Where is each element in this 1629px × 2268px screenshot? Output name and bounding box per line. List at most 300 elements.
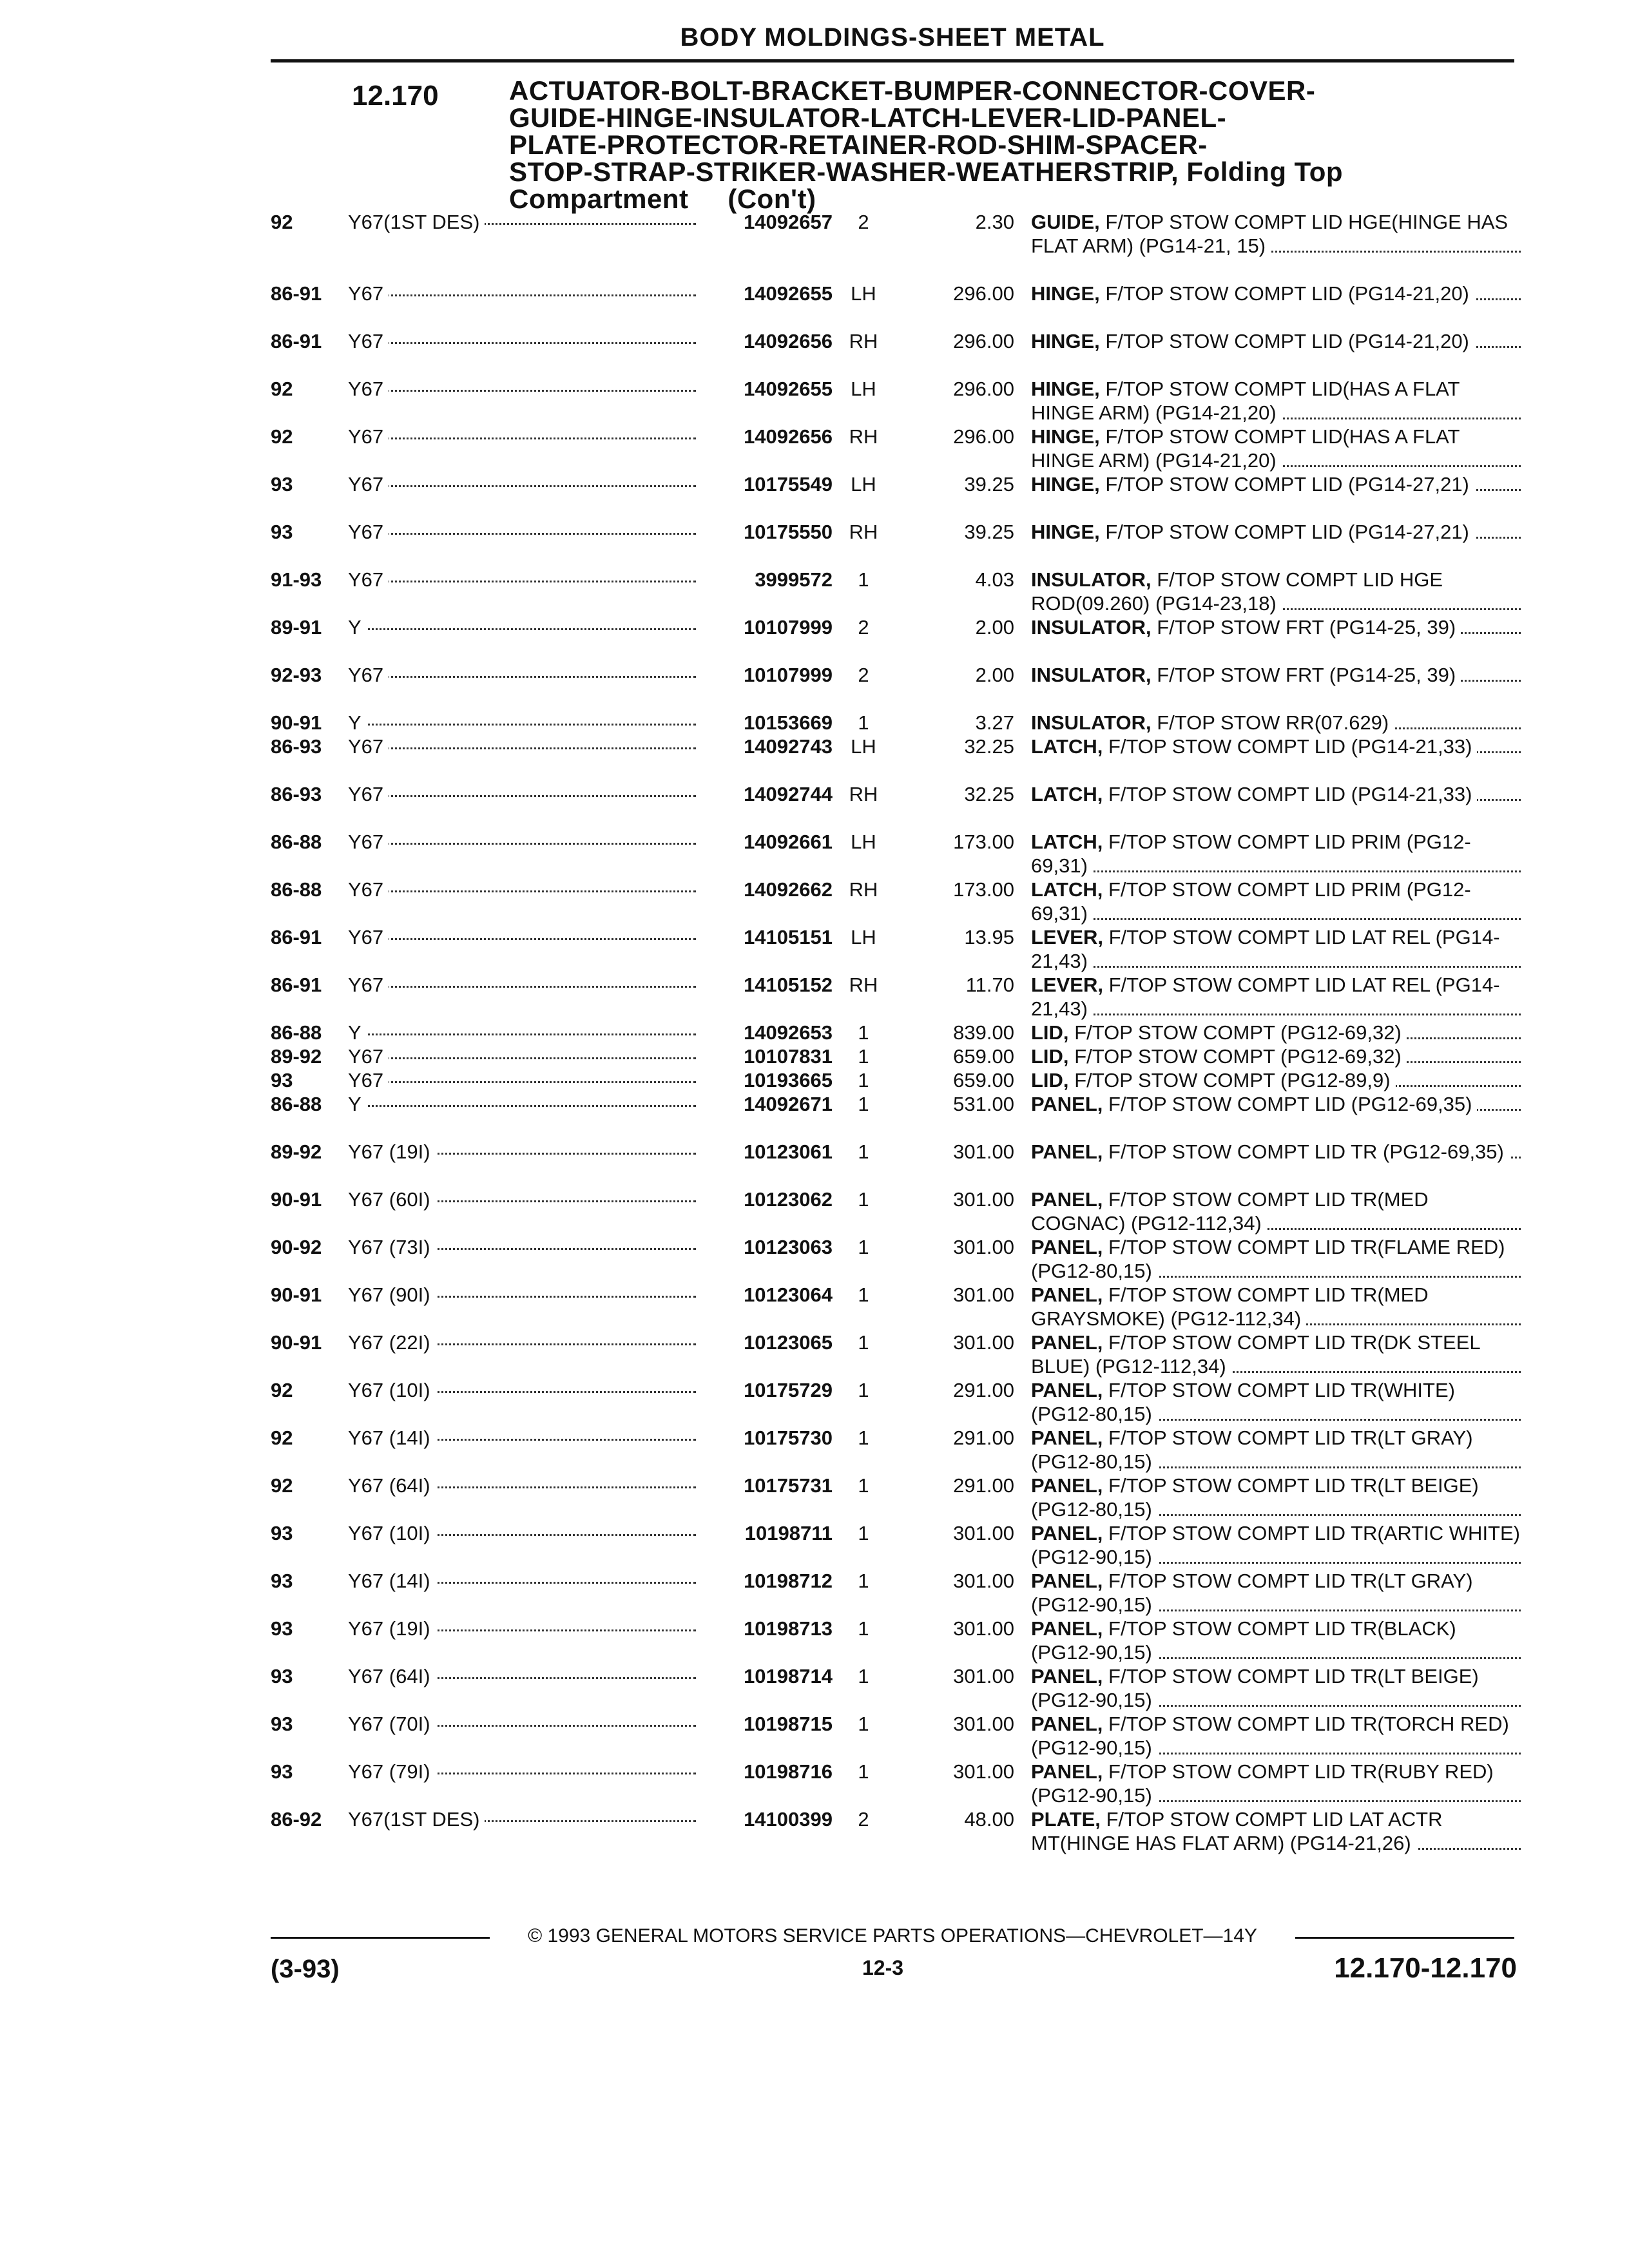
part-name: PANEL, [1031, 1570, 1103, 1592]
part-name: PANEL, [1031, 1140, 1103, 1163]
usage-code-cell [348, 1569, 696, 1593]
list-price: 32.25 [964, 735, 1014, 758]
table-row [271, 925, 1521, 973]
table-row [271, 1140, 1521, 1187]
part-name: HINGE, [1031, 473, 1100, 495]
section-title-line: ACTUATOR-BOLT-BRACKET-BUMPER-CONNECTOR-COVER- [509, 75, 1316, 106]
part-detail: F/TOP STOW COMPT LID PRIM (PG12-69,31) [1031, 831, 1471, 877]
list-price: 2.00 [975, 616, 1014, 639]
part-name: GUIDE, [1031, 211, 1100, 233]
usage-code: Y67 [348, 974, 389, 996]
part-number: 10123063 [744, 1236, 833, 1258]
description-block [1031, 1569, 1521, 1617]
description-cell [1031, 1807, 1521, 1855]
list-price: 4.03 [975, 568, 1014, 591]
usage-code-cell [348, 1331, 696, 1354]
part-detail: F/TOP STOW COMPT (PG12-89,9) [1074, 1069, 1391, 1091]
part-description [1031, 1140, 1509, 1163]
usage-code: Y67 (10I) [348, 1522, 436, 1544]
model-years: 93 [271, 1069, 293, 1091]
table-row [271, 1187, 1521, 1235]
part-name: PANEL, [1031, 1474, 1103, 1497]
usage-code-cell [348, 663, 696, 687]
part-name: HINGE, [1031, 330, 1100, 352]
dot-leader [348, 1105, 696, 1107]
description-block [1031, 472, 1521, 496]
part-description [1031, 1045, 1407, 1068]
table-row [271, 520, 1521, 568]
part-description [1031, 783, 1477, 805]
part-detail: F/TOP STOW COMPT LID (PG14-21,20) [1105, 330, 1469, 352]
table-row [271, 1331, 1521, 1378]
description-cell [1031, 830, 1521, 878]
part-description [1031, 735, 1477, 758]
footer-section-range: 12.170-12.170 [1334, 1952, 1517, 1984]
list-price: 301.00 [953, 1760, 1014, 1783]
quantity: RH [849, 330, 878, 352]
model-years: 93 [271, 1713, 293, 1735]
quantity: 1 [858, 1188, 869, 1211]
table-row [271, 663, 1521, 711]
part-detail: F/TOP STOW COMPT LID LAT REL (PG14-21,43) [1031, 926, 1500, 972]
dot-leader [348, 628, 696, 630]
model-years: 89-92 [271, 1140, 322, 1163]
description-block [1031, 1044, 1521, 1068]
table-row [271, 782, 1521, 830]
dot-leader [348, 843, 696, 845]
part-number: 3999572 [755, 568, 833, 591]
usage-code-cell [348, 1021, 696, 1044]
part-name: PANEL, [1031, 1093, 1103, 1115]
header-divider [271, 59, 1514, 62]
usage-code: Y67(1ST DES) [348, 1808, 485, 1831]
model-years: 86-93 [271, 735, 322, 758]
model-years: 86-91 [271, 330, 322, 352]
part-name: LATCH, [1031, 735, 1103, 758]
description-cell [1031, 878, 1521, 925]
model-years: 90-91 [271, 1188, 322, 1211]
model-years: 86-88 [271, 1093, 322, 1115]
model-years: 86-91 [271, 282, 322, 305]
quantity: LH [851, 831, 876, 853]
usage-code: Y67 [348, 664, 389, 686]
usage-code: Y67 (70I) [348, 1713, 436, 1735]
dot-leader [348, 986, 696, 988]
table-row [271, 1021, 1521, 1044]
part-detail: F/TOP STOW COMPT LID(HAS A FLAT HINGE ARM) (PG14-21,20) [1031, 425, 1460, 472]
description-block [1031, 1235, 1521, 1283]
list-price: 301.00 [953, 1665, 1014, 1687]
description-block [1031, 1712, 1521, 1760]
list-price: 296.00 [953, 330, 1014, 352]
model-years: 93 [271, 521, 293, 543]
part-number: 14092653 [744, 1021, 833, 1044]
table-row [271, 210, 1521, 282]
usage-code: Y67 [348, 1069, 389, 1091]
part-number: 14092744 [744, 783, 833, 805]
description-block [1031, 1474, 1521, 1521]
usage-code-cell [348, 1760, 696, 1783]
section-title-line: GUIDE-HINGE-INSULATOR-LATCH-LEVER-LID-PANEL- [509, 102, 1227, 133]
model-years: 86-92 [271, 1808, 322, 1831]
list-price: 301.00 [953, 1331, 1014, 1354]
description-cell [1031, 1283, 1521, 1331]
list-price: 3.27 [975, 711, 1014, 734]
dot-leader [348, 581, 696, 582]
part-number: 14092655 [744, 282, 833, 305]
usage-code-cell [348, 1807, 696, 1831]
part-detail: F/TOP STOW COMPT LID TR(LT GRAY) (PG12-90,15) [1031, 1570, 1473, 1616]
part-detail: F/TOP STOW COMPT LID (PG14-21,33) [1108, 783, 1472, 805]
table-row [271, 1760, 1521, 1807]
part-number: 10193665 [744, 1069, 833, 1091]
description-cell [1031, 472, 1521, 496]
part-detail: F/TOP STOW COMPT LID TR(TORCH RED) (PG12-90,15) [1031, 1713, 1509, 1759]
description-cell [1031, 1068, 1521, 1092]
model-years: 86-88 [271, 831, 322, 853]
part-detail: F/TOP STOW COMPT LID TR(FLAME RED) (PG12-80,15) [1031, 1236, 1505, 1282]
description-block [1031, 1021, 1521, 1044]
usage-code-cell [348, 1187, 696, 1211]
description-block [1031, 425, 1521, 472]
list-price: 291.00 [953, 1379, 1014, 1401]
usage-code-cell [348, 1378, 696, 1402]
part-name: PLATE, [1031, 1808, 1101, 1831]
model-years: 86-88 [271, 1021, 322, 1044]
usage-code-cell [348, 878, 696, 901]
dot-leader [1031, 1014, 1521, 1015]
dot-leader [348, 1081, 696, 1083]
list-price: 301.00 [953, 1140, 1014, 1163]
model-years: 93 [271, 1617, 293, 1640]
model-years: 90-91 [271, 1283, 322, 1306]
description-cell [1031, 663, 1521, 687]
footer-revision-date: (3-93) [271, 1955, 340, 1983]
list-price: 291.00 [953, 1427, 1014, 1449]
part-number: 10198713 [744, 1617, 833, 1640]
table-row [271, 973, 1521, 1021]
dot-leader [348, 890, 696, 892]
dot-leader [348, 342, 696, 344]
usage-code-cell [348, 568, 696, 591]
table-row [271, 568, 1521, 615]
part-number: 10123061 [744, 1140, 833, 1163]
part-detail: F/TOP STOW COMPT LID (PG14-21,20) [1105, 282, 1469, 305]
model-years: 86-93 [271, 783, 322, 805]
part-name: HINGE, [1031, 378, 1100, 400]
table-row [271, 1283, 1521, 1331]
usage-code-cell [348, 1283, 696, 1307]
part-name: LEVER, [1031, 974, 1103, 996]
description-block [1031, 210, 1521, 258]
table-row [271, 1068, 1521, 1092]
section-number: 12.170 [352, 80, 439, 111]
list-price: 296.00 [953, 425, 1014, 448]
description-cell [1031, 1092, 1521, 1116]
quantity: RH [849, 974, 878, 996]
part-name: INSULATOR, [1031, 616, 1152, 639]
description-cell [1031, 711, 1521, 735]
part-name: LID, [1031, 1021, 1069, 1044]
list-price: 659.00 [953, 1069, 1014, 1091]
usage-code: Y67 [348, 282, 389, 305]
part-description [1031, 473, 1474, 495]
description-block [1031, 1426, 1521, 1474]
table-row [271, 1807, 1521, 1879]
list-price: 11.70 [965, 974, 1014, 996]
part-detail: F/TOP STOW COMPT LID (PG14-21,33) [1108, 735, 1472, 758]
usage-code: Y [348, 616, 367, 639]
quantity: LH [851, 926, 876, 948]
quantity: 1 [858, 1283, 869, 1306]
model-years: 86-91 [271, 974, 322, 996]
part-number: 10175730 [744, 1427, 833, 1449]
table-row [271, 1617, 1521, 1664]
usage-code: Y67 [348, 783, 389, 805]
model-years: 89-92 [271, 1045, 322, 1068]
description-cell [1031, 615, 1521, 639]
usage-code-cell [348, 1044, 696, 1068]
part-name: INSULATOR, [1031, 711, 1152, 734]
description-block [1031, 1521, 1521, 1569]
usage-code: Y67 [348, 568, 389, 591]
description-block [1031, 329, 1521, 353]
part-detail: F/TOP STOW COMPT LID HGE(HINGE HAS FLAT ARM) (PG14-21, 15) [1031, 211, 1509, 257]
description-block [1031, 282, 1521, 305]
table-row [271, 1569, 1521, 1617]
usage-code-cell [348, 282, 696, 305]
part-detail: F/TOP STOW RR(07.629) [1157, 711, 1389, 734]
description-block [1031, 615, 1521, 639]
description-cell [1031, 210, 1521, 258]
usage-code-cell [348, 425, 696, 448]
model-years: 90-91 [271, 711, 322, 734]
model-years: 92-93 [271, 664, 322, 686]
quantity: 2 [858, 211, 869, 233]
usage-code-cell [348, 1092, 696, 1116]
part-name: LATCH, [1031, 783, 1103, 805]
description-cell [1031, 282, 1521, 305]
description-block [1031, 925, 1521, 973]
section-title-line: Compartment (Con't) [509, 184, 816, 214]
quantity: LH [851, 282, 876, 305]
list-price: 32.25 [964, 783, 1014, 805]
part-detail: F/TOP STOW COMPT LID TR(LT GRAY) (PG12-80,15) [1031, 1427, 1473, 1473]
quantity: 1 [858, 1379, 869, 1401]
dot-leader [348, 676, 696, 678]
description-block [1031, 1378, 1521, 1426]
part-name: LATCH, [1031, 831, 1103, 853]
quantity: 1 [858, 1522, 869, 1544]
quantity: 1 [858, 1474, 869, 1497]
part-description [1031, 1069, 1396, 1091]
table-row [271, 1426, 1521, 1474]
description-cell [1031, 1235, 1521, 1283]
table-row [271, 1235, 1521, 1283]
dot-leader [348, 747, 696, 749]
model-years: 90-91 [271, 1331, 322, 1354]
description-block [1031, 1331, 1521, 1378]
part-number: 14092655 [744, 378, 833, 400]
table-row [271, 329, 1521, 377]
usage-code: Y67 [348, 926, 389, 948]
part-detail: F/TOP STOW COMPT (PG12-69,32) [1074, 1045, 1402, 1068]
model-years: 91-93 [271, 568, 322, 591]
usage-code: Y67 [348, 831, 389, 853]
part-detail: F/TOP STOW COMPT LID LAT REL (PG14-21,43) [1031, 974, 1500, 1020]
usage-code: Y [348, 1021, 367, 1044]
description-block [1031, 878, 1521, 925]
usage-code: Y67 (14I) [348, 1427, 436, 1449]
part-name: PANEL, [1031, 1188, 1103, 1211]
table-row [271, 1712, 1521, 1760]
part-number: 14092662 [744, 878, 833, 901]
usage-code: Y [348, 711, 367, 734]
part-name: PANEL, [1031, 1379, 1103, 1401]
list-price: 301.00 [953, 1283, 1014, 1306]
list-price: 301.00 [953, 1236, 1014, 1258]
part-detail: F/TOP STOW COMPT LID LAT ACTR MT(HINGE HAS FLAT ARM) (PG14-21,26) [1031, 1808, 1443, 1854]
list-price: 839.00 [953, 1021, 1014, 1044]
part-name: LATCH, [1031, 878, 1103, 901]
table-row [271, 1378, 1521, 1426]
description-block [1031, 1187, 1521, 1235]
description-cell [1031, 1569, 1521, 1617]
description-cell [1031, 1378, 1521, 1426]
footer-copyright: © 1993 GENERAL MOTORS SERVICE PARTS OPERATIONS—CHEVROLET—14Y [528, 1925, 1257, 1946]
usage-code-cell [348, 615, 696, 639]
part-detail: F/TOP STOW COMPT LID HGE ROD(09.260) (PG14-23,18) [1031, 568, 1443, 615]
description-block [1031, 711, 1521, 735]
footer-divider-left [271, 1937, 490, 1939]
part-number: 10123064 [744, 1283, 833, 1306]
model-years: 92 [271, 425, 293, 448]
description-cell [1031, 925, 1521, 973]
part-name: LID, [1031, 1069, 1069, 1091]
usage-code-cell [348, 377, 696, 401]
list-price: 531.00 [953, 1093, 1014, 1115]
usage-code: Y67 [348, 330, 389, 352]
part-name: PANEL, [1031, 1617, 1103, 1640]
description-block [1031, 1092, 1521, 1116]
usage-code-cell [348, 973, 696, 997]
quantity: 1 [858, 1021, 869, 1044]
part-number: 10198714 [744, 1665, 833, 1687]
dot-leader [1031, 918, 1521, 920]
model-years: 93 [271, 1570, 293, 1592]
quantity: 1 [858, 1713, 869, 1735]
list-price: 39.25 [964, 521, 1014, 543]
part-number: 14092661 [744, 831, 833, 853]
usage-code: Y67(1ST DES) [348, 211, 485, 233]
usage-code-cell [348, 1235, 696, 1259]
part-detail: F/TOP STOW COMPT LID PRIM (PG12-69,31) [1031, 878, 1471, 925]
part-description [1031, 711, 1394, 734]
description-cell [1031, 1331, 1521, 1378]
dot-leader [348, 1033, 696, 1035]
description-block [1031, 377, 1521, 425]
part-description [1031, 521, 1474, 543]
part-description [1031, 1093, 1477, 1115]
description-block [1031, 1807, 1521, 1855]
description-block [1031, 830, 1521, 878]
dot-leader [348, 533, 696, 535]
quantity: LH [851, 473, 876, 495]
table-row [271, 425, 1521, 472]
dot-leader [348, 724, 696, 726]
quantity: LH [851, 378, 876, 400]
dot-leader [348, 1057, 696, 1059]
usage-code: Y67 (22I) [348, 1331, 436, 1354]
list-price: 291.00 [953, 1474, 1014, 1497]
description-cell [1031, 1474, 1521, 1521]
description-cell [1031, 1617, 1521, 1664]
quantity: 1 [858, 1760, 869, 1783]
part-detail: F/TOP STOW COMPT LID TR(ARTIC WHITE) (PG12-90,15) [1031, 1522, 1520, 1568]
usage-code-cell [348, 1068, 696, 1092]
description-block [1031, 1140, 1521, 1164]
description-cell [1031, 568, 1521, 615]
part-number: 14105151 [744, 926, 833, 948]
model-years: 86-91 [271, 926, 322, 948]
part-name: PANEL, [1031, 1760, 1103, 1783]
list-price: 659.00 [953, 1045, 1014, 1068]
quantity: 1 [858, 1665, 869, 1687]
part-name: INSULATOR, [1031, 568, 1152, 591]
usage-code: Y67 (90I) [348, 1283, 436, 1306]
part-name: LID, [1031, 1045, 1069, 1068]
part-number: 10175729 [744, 1379, 833, 1401]
list-price: 296.00 [953, 282, 1014, 305]
description-cell [1031, 520, 1521, 544]
part-number: 14092743 [744, 735, 833, 758]
section-title-line: PLATE-PROTECTOR-RETAINER-ROD-SHIM-SPACER- [509, 130, 1208, 160]
usage-code-cell [348, 1474, 696, 1497]
description-cell [1031, 1521, 1521, 1569]
part-detail: F/TOP STOW COMPT LID TR (PG12-69,35) [1108, 1140, 1504, 1163]
description-cell [1031, 1140, 1521, 1164]
quantity: 1 [858, 1069, 869, 1091]
table-row [271, 377, 1521, 425]
description-block [1031, 663, 1521, 687]
part-name: PANEL, [1031, 1665, 1103, 1687]
dot-leader [348, 938, 696, 940]
table-row [271, 878, 1521, 925]
footer-divider-right [1295, 1937, 1514, 1939]
description-cell [1031, 329, 1521, 353]
footer-page-number: 12-3 [862, 1956, 904, 1979]
part-number: 14105152 [744, 974, 833, 996]
quantity: RH [849, 783, 878, 805]
quantity: 2 [858, 1808, 869, 1831]
quantity: RH [849, 878, 878, 901]
section-title [509, 77, 1476, 213]
usage-code: Y67 [348, 473, 389, 495]
description-block [1031, 568, 1521, 615]
part-detail: F/TOP STOW FRT (PG14-25, 39) [1157, 616, 1456, 639]
model-years: 89-91 [271, 616, 322, 639]
usage-code-cell [348, 1521, 696, 1545]
list-price: 2.30 [975, 211, 1014, 233]
part-detail: F/TOP STOW COMPT LID(HAS A FLAT HINGE ARM) (PG14-21,20) [1031, 378, 1460, 424]
description-cell [1031, 377, 1521, 425]
usage-code-cell [348, 1617, 696, 1640]
usage-code: Y67 (64I) [348, 1474, 436, 1497]
usage-code: Y67 [348, 735, 389, 758]
parts-table [271, 210, 1521, 1879]
quantity: 1 [858, 1570, 869, 1592]
part-number: 14092656 [744, 425, 833, 448]
